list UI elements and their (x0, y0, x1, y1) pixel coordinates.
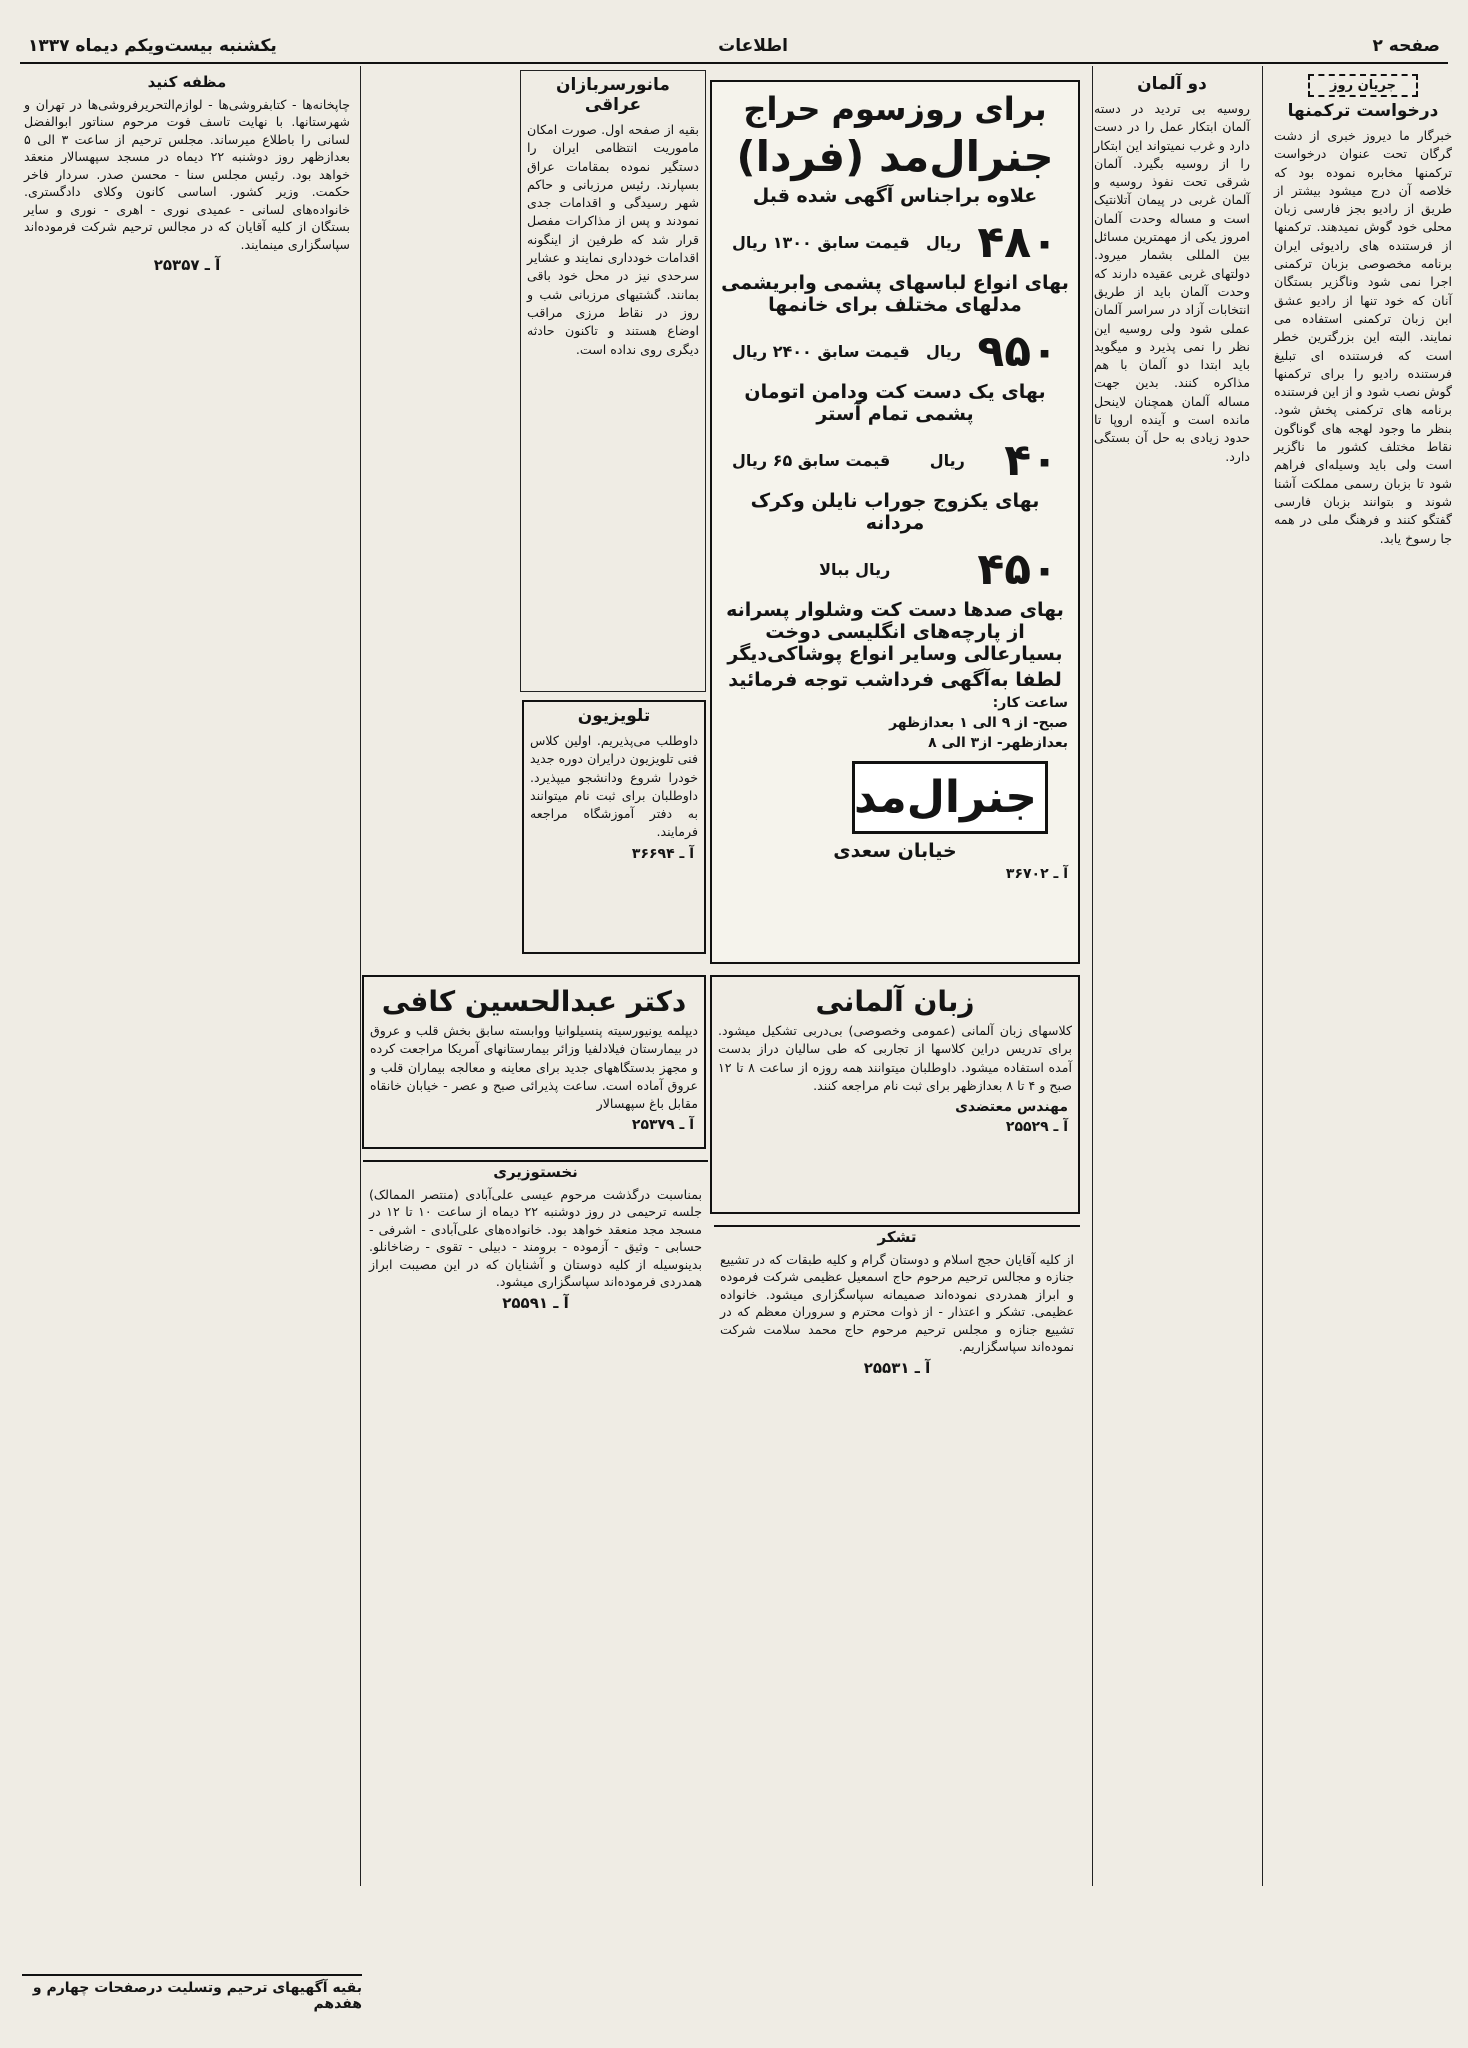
old-price: قیمت سابق ۶۵ ریال (732, 451, 891, 470)
price-value: ۹۵۰ (977, 326, 1058, 377)
ad-note: لطفا به‌آگهی فرداشب توجه فرمائید (728, 669, 1062, 691)
hours-afternoon: بعدازظهر- از۳ الی ۸ (928, 735, 1068, 751)
ad-title: برای روزسوم حراج (743, 90, 1047, 128)
price-unit: ریال (926, 233, 962, 252)
article-title: مانورسربازان عراقی (556, 75, 670, 115)
ad-code: آ ـ ۳۶۷۰۲ (1005, 866, 1068, 882)
column-iraq (520, 70, 706, 692)
notice-body: بمناسبت درگذشت مرحوم عیسی علی‌آبادی (منتصر الممالک) جلسه ترحیمی در روز دوشنبه ۲۲ دیماه از ساعت ۱۰ تا ۱۲ در مسجد مجد منعقد خواهد بود. خانواده‌های علی‌آبادی - اشرفی - حسابی - وثیق - آزموده - برومند - دبیلی - تقوی - رضاخانلو. بدینوسیله از کلیه دوستان و آشنایان که در این مصیبت ابراز همدردی فرموده‌اند سپاسگزاری میشود. (369, 1186, 702, 1289)
price-unit: ریال (929, 451, 965, 470)
ad-title: زبان آلمانی (815, 985, 975, 1018)
price-item (732, 217, 1058, 268)
notice-code: آ ـ ۲۵۵۳۱ (863, 1358, 931, 1377)
divider (363, 1160, 708, 1162)
ad-title: تلویزیون (577, 706, 651, 726)
article-body: خبرگار ما دیروز خبری از دشت گرگان تحت عنوان درخواست ترکمنها مخابره نموده بود که خلاصه آن درج میشود بیشتر از طریق از رادیو بجز فارسی زبان محلی خود گوش نمیدهند. ترکمنها از فرستنده های رادیوئی ایران برنامه مخصوصی بزبان ترکمنی اجرا نمی شود وناگزیر بستگان آنان که خود تنها از رادیو عشق ابن زبان ترکمنی استفاده می نمایند. البته این بزرگترین خطر است که فرستنده ای تبلیغ فرستنده رادیو را برای ترکمنها گوش نصب شود و از این فرستنده برنامه های ترکمنی پخش شود. بنظر ما وجود لهجه های گوناگون نقاط مختلف کشور ما ناگزیر است ولی باید وسیله‌ای فراهم شود تا بزبان رسمی مملکت آشنا شوند و بتوانند بزبان فارسی گفتگو کنند و فرهنگ ملی در همه جا رسوخ یابد. (1274, 128, 1452, 546)
item-description: بهای یکزوج جوراب نایلن وکرک مردانه (750, 490, 1040, 534)
column-two-germanies (1088, 70, 1256, 1970)
notice-title: نخستوزیری (493, 1163, 578, 1181)
teacher-name: مهندس معتضدی (955, 1099, 1068, 1116)
price-item (732, 544, 1058, 595)
price-value: ۴۰ (1004, 435, 1058, 486)
mourning-notices-middle (363, 1160, 708, 1980)
ad-subtitle: علاوه براجناس آگهی شده قبل (752, 185, 1038, 207)
notice-body: از کلیه آقایان حجج اسلام و دوستان گرام و کلیه طبقات که در تشییع جنازه و مجالس ترحیم مرحوم حاج اسمعیل عظیمی شرکت فرموده و ابراز همدردی نموده‌اند صمیمانه سپاسگزاری میشود. خانواده عظیمی. تشکر و اعتذار - از ذوات محترم و سروران معظم که در تشییع جنازه و مجلس ترحیم مرحوم حاج محمد سلامت شرکت نموده‌اند سپاسگزاریم. (720, 1251, 1074, 1354)
old-price: قیمت سابق ۱۳۰۰ ریال (732, 233, 910, 252)
ad-title: دکتر عبدالحسین کافی (381, 985, 687, 1018)
price-value: ۴۵۰ (977, 544, 1058, 595)
mourning-notices-right (714, 1225, 1080, 1985)
price-unit: ریال (926, 342, 962, 361)
ad-body: داوطلب می‌پذیریم. اولین کلاس فنی تلویزیون درایران دوره جدید خودرا شروع ودانشجو میپذیرد. داوطلبان برای ثبت نام میتوانند به دفتر آموزشگاه مراجعه فرمایند. (530, 733, 698, 840)
notice-body: چاپخانه‌ها - کتابفروشی‌ها - لوازم‌التحریرفروشی‌ها در تهران و شهرستانها. با نهایت تاسف فوت مرحوم سناتور ابوالفضل لسانی را باطلاع میرساند. مجلس ترحیم از ساعت ۳ الی ۵ بعدازظهر روز دوشنبه ۲۲ دیماه در مسجد سپهسالار منعقد خواهد بود. رئیس مجلس سنا - محسن صدر. سردار فاخر حکمت. وزیر کشور. اساسی کانون وکلای دادگستری. خانواده‌های لسانی - عمیدی نوری - اهری - نوری و سایر بستگان از کلیه آقایان که در مجالس ترحیم شرکت فرموده‌اند سپاسگزاری مینمایند. (24, 96, 350, 252)
price-item (732, 326, 1058, 377)
general-mode-ad (710, 80, 1080, 964)
ad-body: دیپلمه یونیورسیته پنسیلوانیا ووابسته سابق بخش قلب و عروق در بیمارستان فیلادلفیا وزائر بیمارستانهای آمریکا مراجعت کرده و مجهز بدستگاههای جدید برای معاینه و معالجه بیماران قلب و عروق آماده است. ساعت پذیرائی صبح و عصر - خیابان خانقاه مقابل باغ سپهسالار (370, 1023, 698, 1112)
column-turkmen (1268, 70, 1458, 1970)
page-header (20, 32, 1448, 64)
ad-code: آ ـ ۲۵۵۲۹ (1005, 1119, 1068, 1136)
notice-code: آ ـ ۲۵۳۵۷ (153, 256, 221, 274)
column-rule (360, 66, 361, 1886)
hours-label: ساعت کار: (992, 695, 1068, 711)
price-item (732, 435, 1058, 486)
article-title: دو آلمان (1137, 74, 1207, 94)
item-description: بهای صدها دست کت وشلوار پسرانه از پارچه‌های انگلیسی دوخت بسیارعالی وسایر انواع پوشاکی‌دیگر (726, 599, 1064, 665)
mourning-notices-left (18, 70, 356, 1970)
article-title: درخواست ترکمنها (1287, 101, 1439, 121)
newspaper-name: اطلاعات (718, 36, 788, 56)
divider (714, 1225, 1080, 1227)
price-value: ۴۸۰ (977, 217, 1058, 268)
notice-title: تشکر (877, 1228, 917, 1246)
article-body: بقیه از صفحه اول. صورت امکان ماموریت انتظامی ایران را دستگیر نموده بمقامات عراق بسپارند. رئیس مرزبانی و حاکم شهر رسیدگی و اقدامات جدی نمودند و پس از مذاکرات مفصل قرار شد که طرفین از اینگونه اقدامات خودداری نمایند و عشایر سرحدی نیز در محل خود باقی بمانند. گشتیهای مرزبانی شب و روز در نقاط مرزی مراقب اوضاع هستند و تاکنون حادثه دیگری روی نداده است. (527, 122, 699, 357)
ad-code: آ ـ ۲۵۳۷۹ (631, 1117, 694, 1134)
continued-notice-footer: بقیه آگهیهای ترحیم وتسلیت درصفحات چهارم و هفدهم (22, 1974, 362, 2012)
price-unit: ریال ببالا (819, 560, 891, 579)
item-description: بهای یک دست کت ودامن اتومان پشمی تمام آستر (744, 381, 1046, 425)
notice-code: آ ـ ۲۵۵۹۱ (502, 1293, 569, 1312)
old-price: قیمت سابق ۲۴۰۰ ریال (732, 342, 910, 361)
page-number: صفحه ۲ (1372, 36, 1440, 56)
issue-date: یکشنبه بیست‌ویکم دیماه ۱۳۳۷ (28, 36, 277, 56)
doctor-ad (362, 975, 706, 1149)
store-logo: جنرال‌مد (852, 761, 1048, 834)
column-rule (1262, 66, 1263, 1886)
store-name: جنرال‌مد (فردا) (736, 132, 1054, 181)
section-tag: جریان روز (1308, 74, 1418, 97)
german-class-ad (710, 975, 1080, 1214)
article-body: روسیه بی تردید در دسته آلمان ابتکار عمل را در دست دارد و غرب نمیتواند این ابتکار را از روسیه بگیرد. آلمان شرقی تحت نفوذ روسیه و آلمان غربی در پیمان آتلانتیک است و مساله وحدت آلمان امروز یکی از مهمترین مسائل بین المللی بشمار میرود. دولتهای غربی عقیده دارند که وحدت آلمان باید از طریق انتخابات آزاد در سراسر آلمان عملی شود ولی روسیه این نظر را نمی پذیرد و میگوید باید ابتدا دو آلمان با هم مذاکره کنند. بدین جهت مساله آلمان همچنان لاینحل مانده است و آینده اروپا تا حدود زیادی به حل آن بستگی دارد. (1094, 101, 1250, 464)
store-street: خیابان سعدی (833, 840, 957, 862)
hours-morning: صبح- از ۹ الی ۱ بعدازظهر (889, 715, 1068, 731)
ad-code: آ ـ ۳۶۶۹۴ (631, 845, 694, 862)
ad-body: کلاسهای زبان آلمانی (عمومی وخصوصی) بی‌دربی تشکیل میشود. برای تدریس دراین کلاسها از تجاربی که طی سالیان دراز بدست آمده استفاده میشود. داوطلبان میتوانند همه روزه از ساعت ۸ تا ۱۲ صبح و ۴ تا ۸ بعدازظهر برای ثبت نام مراجعه کنند. (718, 1023, 1072, 1093)
tv-ad (522, 700, 706, 954)
notice-title: مظفه کنید (147, 73, 227, 91)
item-description: بهای انواع لباسهای پشمی وابریشمی مدلهای مختلف برای خانمها (721, 272, 1069, 316)
